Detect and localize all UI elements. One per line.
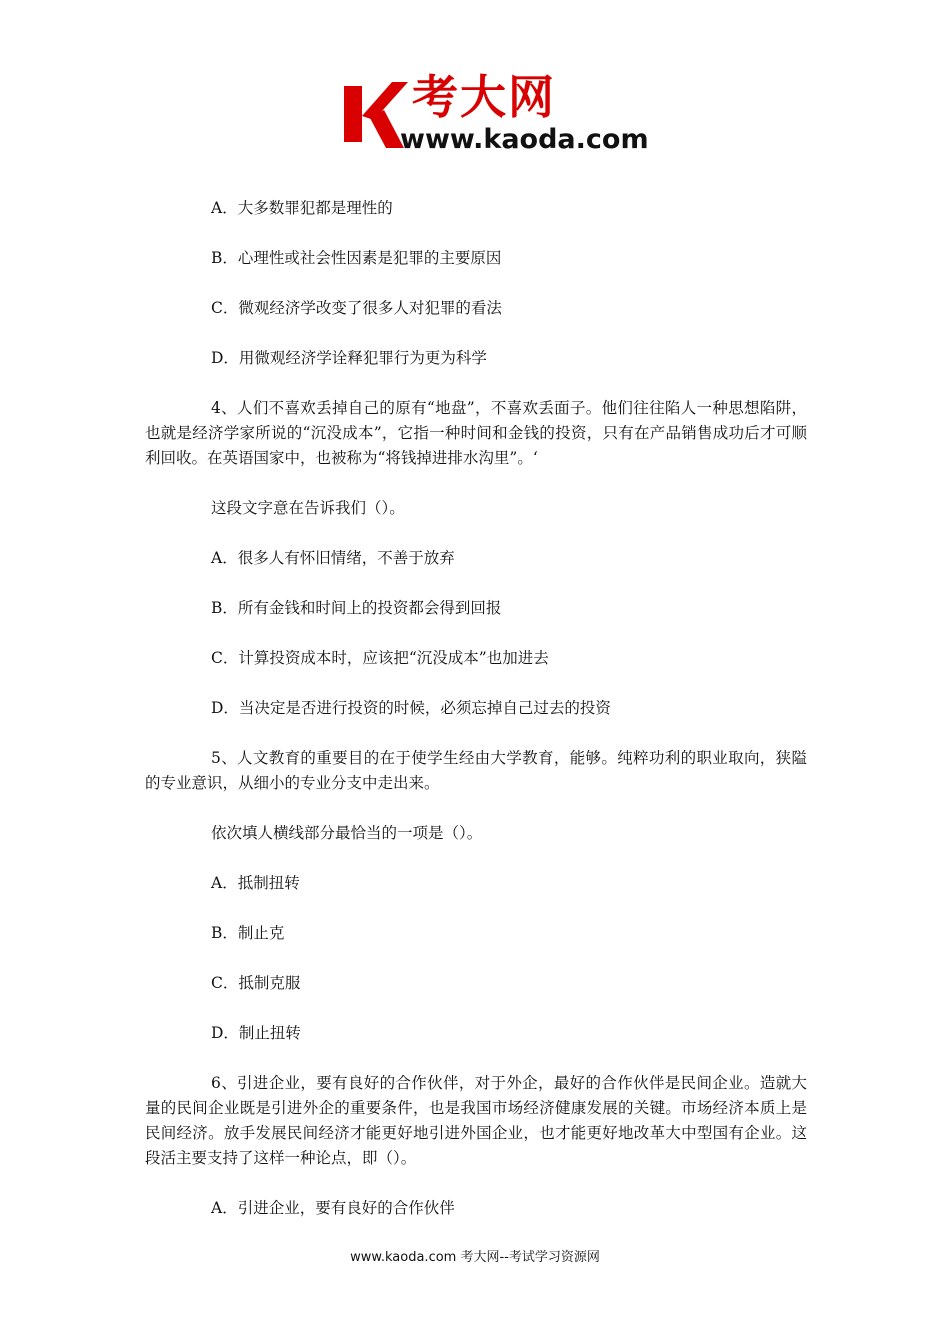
block-gap <box>145 721 807 746</box>
answer-option: A．很多人有怀旧情绪，不善于放弃 <box>211 549 455 567</box>
question-paragraph: 5、人文教育的重要目的在于使学生经由大学教育，能够。纯粹功利的职业取向，狭隘的专业意识，从细小的专业分支中走出来。 <box>145 749 807 792</box>
block-gap <box>145 896 807 921</box>
block-gap <box>145 1171 807 1196</box>
answer-option: D．当决定是否进行投资的时候，必须忘掉自己过去的投资 <box>211 699 611 717</box>
answer-option: A．大多数罪犯都是理性的 <box>211 199 393 217</box>
block-gap <box>145 1046 807 1071</box>
logo-brand-cn: 考大网 <box>412 70 556 124</box>
document-body <box>145 196 807 1221</box>
answer-option: C．微观经济学改变了很多人对犯罪的看法 <box>211 299 502 317</box>
answer-option: B．制止克 <box>211 924 285 942</box>
block-gap <box>145 521 807 546</box>
question-prompt: 依次填人横线部分最恰当的一项是（）。 <box>211 824 483 842</box>
block-gap <box>145 996 807 1021</box>
answer-option: D．用微观经济学诠释犯罪行为更为科学 <box>211 349 487 367</box>
answer-option: C．计算投资成本时，应该把“沉没成本”也加进去 <box>211 649 549 667</box>
answer-option: A．引进企业，要有良好的合作伙伴 <box>211 1199 455 1217</box>
block-gap <box>145 571 807 596</box>
block-gap <box>145 371 807 396</box>
block-gap <box>145 946 807 971</box>
block-gap <box>145 471 807 496</box>
answer-option: A．抵制扭转 <box>211 874 300 892</box>
question-paragraph: 6、引进企业，要有良好的合作伙伴，对于外企，最好的合作伙伴是民间企业。造就大量的民间企业既是引进外企的重要条件，也是我国市场经济健康发展的关键。市场经济本质上是民间经济。放手发展民间经济才能更好地引进外国企业，也才能更好地改革大中型国有企业。这段活主要支持了这样一种论点，即（）。 <box>145 1074 807 1167</box>
block-gap <box>145 846 807 871</box>
block-gap <box>145 271 807 296</box>
logo-url: www.kaoda.com <box>400 124 649 155</box>
page-footer: www.kaoda.com 考大网--考试学习资源网 <box>350 1250 600 1265</box>
block-gap <box>145 796 807 821</box>
question-paragraph: 4、人们不喜欢丢掉自己的原有“地盘”，不喜欢丢面子。他们往往陷人一种思想陷阱，也就是经济学家所说的“沉没成本”，它指一种时间和金钱的投资，只有在产品销售成功后才可顺利回收。在英语国家中，也被称为“将钱掉进排水沟里”。‘ <box>145 399 807 467</box>
site-logo <box>340 70 660 160</box>
answer-option: D．制止扭转 <box>211 1024 301 1042</box>
question-prompt: 这段文字意在告诉我们（）。 <box>211 499 405 517</box>
block-gap <box>145 621 807 646</box>
block-gap <box>145 671 807 696</box>
block-gap <box>145 321 807 346</box>
answer-option: B．所有金钱和时间上的投资都会得到回报 <box>211 599 502 617</box>
block-gap <box>145 221 807 246</box>
answer-option: C．抵制克服 <box>211 974 301 992</box>
answer-option: B．心理性或社会性因素是犯罪的主要原因 <box>211 249 502 267</box>
